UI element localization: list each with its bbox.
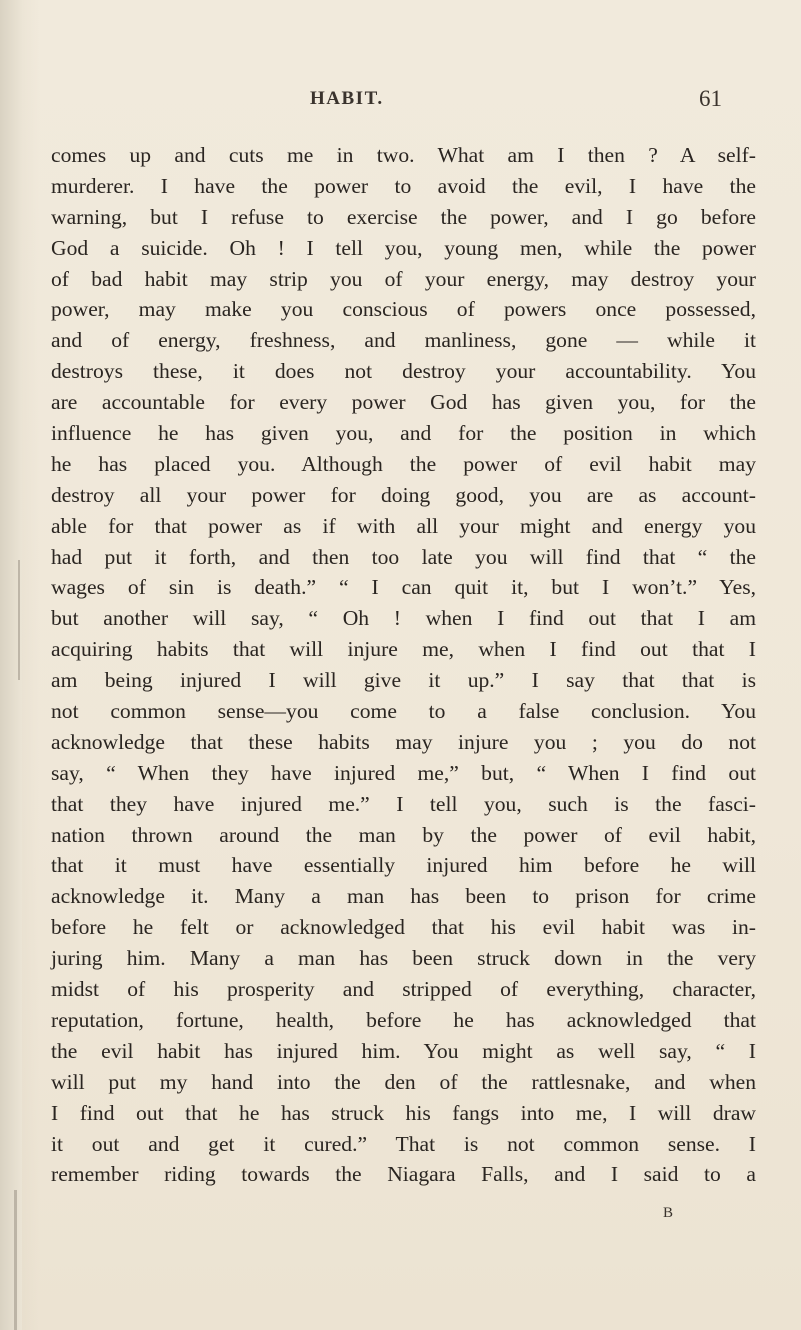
text-line: I find out that he has struck his fangs into me, I will draw xyxy=(51,1100,756,1125)
text-line: that it must have essentially injured him before he will xyxy=(51,853,756,878)
text-line: that they have injured me.” I tell you, such is the fasci- xyxy=(51,791,756,816)
paper-blemish xyxy=(14,1190,17,1330)
text-line: will put my hand into the den of the rattlesnake, and when xyxy=(51,1069,756,1094)
text-line: acknowledge it. Many a man has been to prison for crime xyxy=(51,884,756,909)
text-line: influence he has given you, and for the position in which xyxy=(51,421,756,446)
text-line: of bad habit may strip you of your energy, may destroy your xyxy=(51,266,756,291)
text-line: had put it forth, and then too late you will find that “ the xyxy=(51,544,756,569)
text-line: God a suicide. Oh ! I tell you, young men, while the power xyxy=(51,235,756,260)
text-line: are accountable for every power God has given you, for the xyxy=(51,390,756,415)
running-head: HABIT. xyxy=(310,88,384,109)
text-line: nation thrown around the man by the power of evil habit, xyxy=(51,822,756,847)
text-line: destroy all your power for doing good, you are as account- xyxy=(51,482,756,507)
text-line: midst of his prosperity and stripped of everything, character, xyxy=(51,977,756,1002)
page-number: 61 xyxy=(699,86,722,111)
page-header xyxy=(0,88,801,114)
text-line: and of energy, freshness, and manliness, gone — while it xyxy=(51,328,756,353)
text-line: not common sense—you come to a false conclusion. You xyxy=(51,699,756,724)
signature-mark: B xyxy=(663,1205,674,1221)
text-line: acknowledge that these habits may injure you ; you do not xyxy=(51,729,756,754)
text-line: reputation, fortune, health, before he has acknowledged that xyxy=(51,1007,756,1032)
text-line: before he felt or acknowledged that his evil habit was in- xyxy=(51,915,756,940)
text-line: juring him. Many a man has been struck down in the very xyxy=(51,946,756,971)
text-line: comes up and cuts me in two. What am I then ? A self- xyxy=(51,143,756,167)
text-line: but another will say, “ Oh ! when I find out that I am xyxy=(51,606,756,631)
text-line: destroys these, it does not destroy your accountability. You xyxy=(51,359,756,384)
text-line: he has placed you. Although the power of evil habit may xyxy=(51,451,756,476)
text-line: acquiring habits that will injure me, when I find out that I xyxy=(51,637,756,662)
body-text xyxy=(51,140,756,1190)
text-line: the evil habit has injured him. You might as well say, “ I xyxy=(51,1038,756,1063)
text-line: power, may make you conscious of powers once possessed, xyxy=(51,297,756,322)
text-line: am being injured I will give it up.” I say that that is xyxy=(51,668,756,693)
text-line: murderer. I have the power to avoid the evil, I have the xyxy=(51,173,756,198)
text-line: wages of sin is death.” “ I can quit it, but I won’t.” Yes, xyxy=(51,575,756,600)
text-line: say, “ When they have injured me,” but, “ When I find out xyxy=(51,760,756,785)
text-line: able for that power as if with all your might and energy you xyxy=(51,513,756,538)
text-line: remember riding towards the Niagara Falls, and I said to a xyxy=(51,1162,756,1187)
text-line: it out and get it cured.” That is not common sense. I xyxy=(51,1131,756,1156)
text-line: warning, but I refuse to exercise the power, and I go before xyxy=(51,204,756,229)
paper-blemish xyxy=(18,560,20,680)
